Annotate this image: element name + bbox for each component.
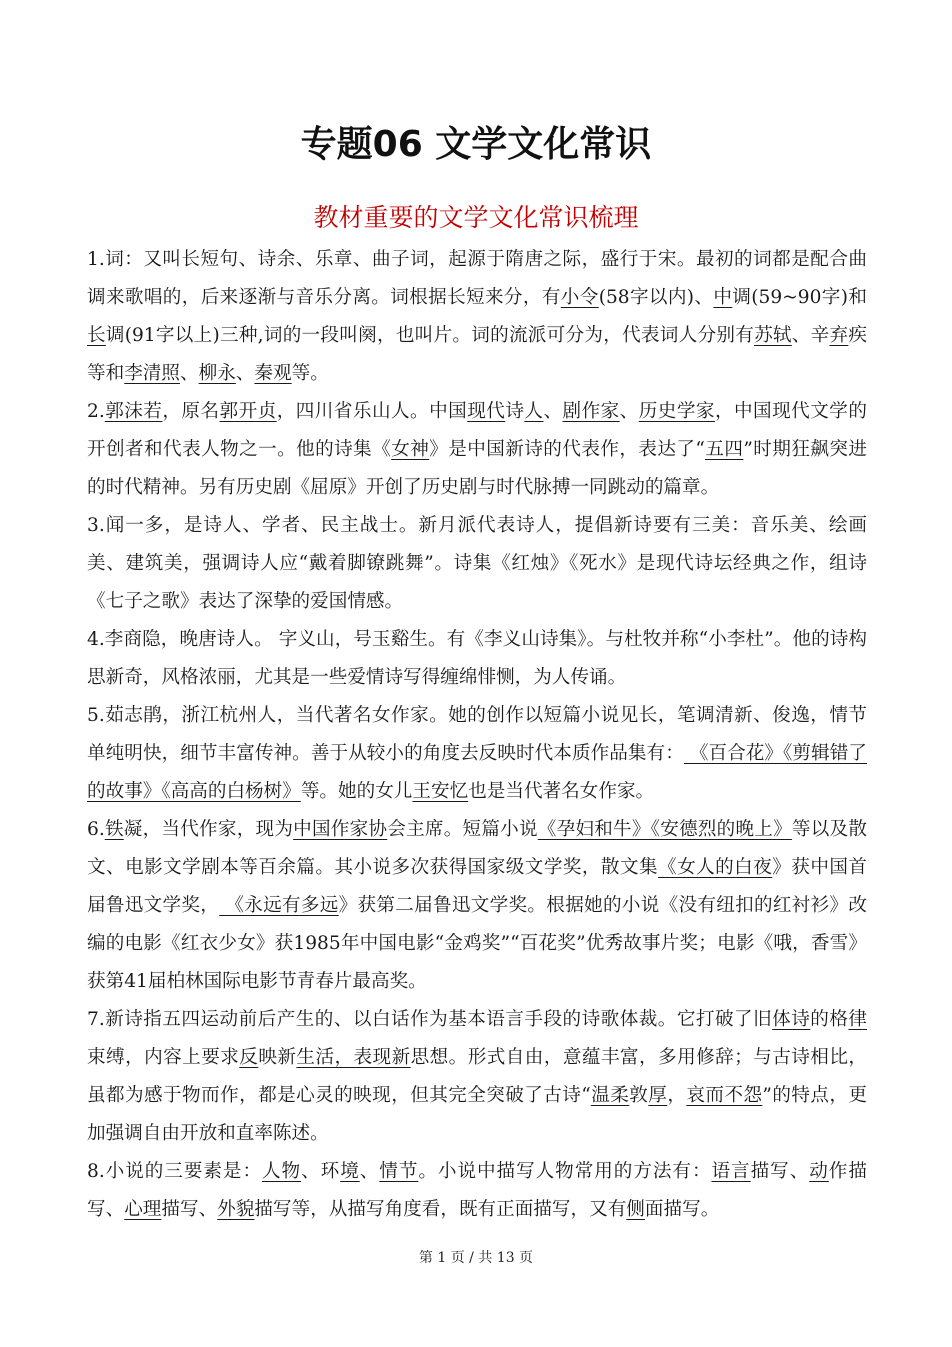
- text-segment: 等以及散文、电影文学剧本等百余篇。其小说多次获得国家级文学奖，散文集: [87, 819, 867, 878]
- underlined-term: 温柔: [590, 1085, 630, 1106]
- paragraph-1: [87, 241, 867, 393]
- text-segment: 束缚，内容上要求: [87, 1047, 240, 1068]
- text-segment: 思想。形式自由，意蕴丰富，多用修辞；与古诗相比，虽都为感于物而作，都是心灵的映现，但其完全突破了古诗“: [87, 1047, 867, 1106]
- text-segment: 》获中国首届鲁迅文学奖，: [87, 857, 867, 916]
- text-segment: 等。她的女儿: [300, 781, 413, 802]
- underlined-term: 郭沫若: [104, 401, 163, 422]
- text-segment: 、: [619, 401, 639, 422]
- text-segment: 的格: [810, 1009, 849, 1030]
- text-segment: ”时期狂飙突进的时代精神。另有历史剧《屈原》开创了历史剧与时代脉搏一同跳动的篇章。: [87, 439, 867, 498]
- text-segment: ，: [667, 1085, 687, 1106]
- paragraph-8: [87, 1153, 867, 1229]
- text-segment: 诗: [505, 401, 525, 422]
- text-segment: 面描写。: [644, 1199, 720, 1220]
- text-segment: 》是中国新诗的代表作，表达了“: [429, 439, 705, 460]
- text-segment: 凝，当代作家，现为: [123, 819, 294, 840]
- text-segment: 描写、: [750, 1161, 810, 1182]
- text-segment: 也是当代著名女作家。: [468, 781, 655, 802]
- text-segment: 3.闻一多，是诗人、学者、民主战士。新月派代表诗人，提倡新诗要有三美：音乐美、绘画美、建筑美，强调诗人应“戴着脚镣跳舞”。诗集《红烛》《死水》是现代诗坛经典之作，组诗《七子之歌》表达了深挚的爱国情感。: [87, 515, 867, 612]
- text-segment: 疾等和: [87, 325, 867, 384]
- text-segment: ，原名: [162, 401, 220, 422]
- text-segment: ”的特点，更加强调自由开放和直率陈述。: [87, 1085, 867, 1144]
- text-segment: 作描写、: [87, 1161, 867, 1220]
- underlined-term: 柳永: [198, 363, 236, 384]
- paragraph-6: [87, 811, 867, 1001]
- underlined-term: 小令: [560, 287, 599, 308]
- underlined-term: 郭开贞: [219, 401, 277, 422]
- paragraph-2: [87, 393, 867, 507]
- underlined-term: 铁: [104, 819, 124, 840]
- text-segment: 、: [359, 1161, 380, 1182]
- underlined-term: 女神: [391, 439, 430, 460]
- paragraph-7: [87, 1001, 867, 1153]
- underlined-term: 《女人的白夜: [658, 857, 773, 878]
- text-segment: 7.新诗指五四运动前后产生的、以白话作为基本语言手段的诗歌体裁。它打破了旧: [87, 1009, 773, 1030]
- document-body: [87, 241, 867, 1229]
- underlined-term: 外貌: [217, 1199, 255, 1220]
- underlined-term: 侧: [626, 1199, 645, 1220]
- underlined-term: 境: [340, 1161, 360, 1182]
- text-segment: 等。: [291, 363, 329, 384]
- text-segment: 6.: [87, 819, 105, 840]
- underlined-term: 动: [809, 1161, 829, 1182]
- page-footer: 第 1 页 / 共 13 页: [418, 1250, 534, 1266]
- text-segment: 调(59~90字)和: [732, 287, 867, 308]
- underlined-term: 剧作家: [562, 401, 620, 422]
- underlined-term: 情节: [379, 1161, 419, 1182]
- text-segment: 、: [180, 363, 199, 384]
- text-segment: 4.李商隐，晚唐诗人。 字义山，号玉谿生。有《李义山诗集》。与杜牧并称“小李杜”。他的诗构思新奇，风格浓丽，尤其是一些爱情诗写得缠绵悱恻，为人传诵。: [87, 629, 867, 688]
- text-segment: 5.茹志鹃，浙江杭州人，当代著名女作家。她的创作以短篇小说见长，笔调清新、俊逸，情节单纯明快，细节丰富传神。善于从较小的角度去反映时代本质作品集有：: [87, 705, 867, 764]
- paragraph-5: [87, 697, 867, 811]
- text-segment: 1.词：又叫长短句、诗余、乐章、曲子词，起源于隋唐之际，盛行于宋。最初的词都是配合曲调来歌唱的，后来逐渐与音乐分离。词根据长短来分，有: [87, 249, 867, 308]
- section-subtitle: 教材重要的文学文化常识梳理: [313, 203, 639, 232]
- underlined-term: 律: [848, 1009, 867, 1030]
- underlined-term: 《孕妇和牛》《安德烈的晚上》: [537, 819, 792, 840]
- underlined-term: 五四: [704, 439, 744, 460]
- text-segment: 调(91字以上)三种,词的一段叫阕，也叫片。词的流派可分为，代表词人分别有: [105, 325, 755, 346]
- underlined-term: 历史学家: [638, 401, 715, 422]
- underlined-term: 人物: [262, 1161, 302, 1182]
- underlined-term: 中: [713, 287, 733, 308]
- text-segment: 》获第二届鲁迅文学奖。根据她的小说《没有纽扣的红衬衫》改编的电影《红衣少女》获1985年中国电影“金鸡奖”“百花奖”优秀故事片奖；电影《哦，香雪》获第41届柏林国际电影节青春片最高奖。: [87, 895, 867, 992]
- underlined-term: 《百合花》《剪辑错了的故事》《高高的白杨树》: [87, 743, 867, 802]
- text-segment: (58字以内)、: [598, 287, 714, 308]
- underlined-term: 人: [524, 401, 544, 422]
- text-segment: 敦: [629, 1085, 649, 1106]
- text-segment: 。小说中描写人物常用的方法有：: [418, 1161, 712, 1182]
- underlined-term: 弃: [829, 325, 849, 346]
- underlined-term: 生活，表现新: [296, 1047, 411, 1068]
- underlined-term: 秦观: [254, 363, 292, 384]
- text-segment: ，四川省乐山人。中国: [276, 401, 468, 422]
- text-segment: 会主席。短篇小说: [387, 819, 538, 840]
- text-segment: ，中国现代文学的开创者和代表人物之一。他的诗集《: [87, 401, 867, 460]
- text-segment: 2.: [87, 401, 105, 422]
- text-segment: 描写等，从描写角度看，既有正面描写，又有: [254, 1199, 627, 1220]
- underlined-term: 心理: [124, 1199, 162, 1220]
- underlined-term: 王安忆: [412, 781, 469, 802]
- underlined-term: 哀而不怨: [686, 1085, 763, 1106]
- underlined-term: 反: [239, 1047, 259, 1068]
- underlined-term: 苏轼: [754, 325, 792, 346]
- underlined-term: 厚: [648, 1085, 668, 1106]
- underlined-term: 体诗: [772, 1009, 811, 1030]
- underlined-term: 现代: [467, 401, 506, 422]
- underlined-term: 李清照: [124, 363, 180, 384]
- underlined-term: 《永远有多远: [219, 895, 339, 916]
- text-segment: 、环: [301, 1161, 341, 1182]
- text-segment: 、: [543, 401, 563, 422]
- underlined-term: 长: [87, 325, 106, 346]
- underlined-term: 中国作家协: [293, 819, 388, 840]
- text-segment: 、辛: [791, 325, 830, 346]
- text-segment: 映新: [258, 1047, 297, 1068]
- paragraph-3: [87, 507, 867, 621]
- page-title: 专题06 文学文化常识: [300, 124, 652, 165]
- paragraph-4: [87, 621, 867, 697]
- text-segment: 、: [235, 363, 255, 384]
- underlined-term: 语言: [711, 1161, 751, 1182]
- text-segment: 8.小说的三要素是：: [87, 1161, 263, 1182]
- text-segment: 描写、: [161, 1199, 218, 1220]
